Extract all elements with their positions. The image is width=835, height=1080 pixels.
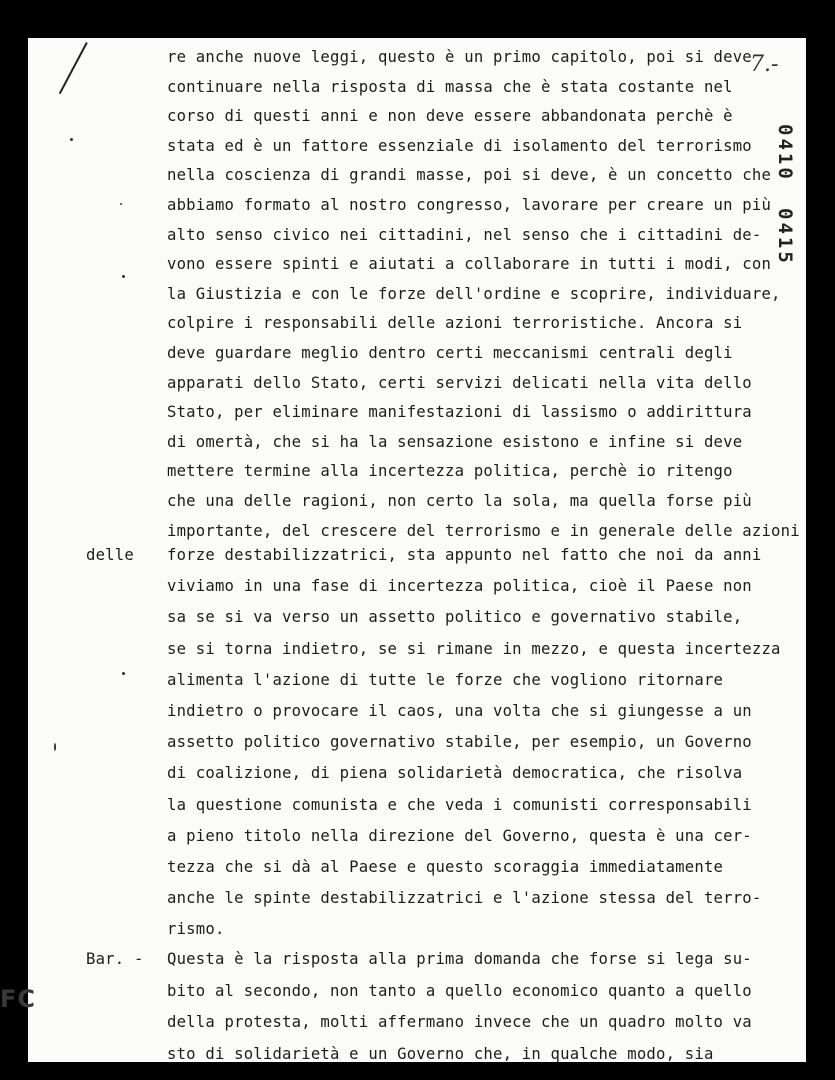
page-number: 7.-: [750, 52, 779, 77]
text-line: continuare nella risposta di massa che è stata costante nel: [167, 77, 733, 96]
text-line: anche le spinte destabilizzatrici e l'azione stessa del terro-: [167, 889, 762, 908]
text-line: bito al secondo, non tanto a quello economico quanto a quello: [167, 981, 752, 1000]
text-line: che una delle ragioni, non certo la sola, ma quella forse più: [167, 492, 752, 510]
text-line: forze destabilizzatrici, sta appunto nel fatto che noi da anni: [167, 546, 762, 564]
corner-logo: FC: [0, 985, 37, 1013]
text-line: abbiamo formato al nostro congresso, lavorare per creare un più: [167, 196, 772, 214]
text-line: indietro o provocare il caos, una volta che si giungesse a un: [167, 702, 752, 720]
text-line: di coalizione, di piena solidarietà democratica, che risolva: [167, 764, 743, 783]
text-line: se si torna indietro, se si rimane in mezzo, e questa incertezza: [167, 639, 781, 658]
margin-speck: [122, 672, 125, 675]
text-line: sto di solidarietà e un Governo che, in qualche modo, sia: [167, 1044, 714, 1062]
text-line: a pieno titolo nella direzione del Governo, questa è una cer-: [167, 826, 752, 845]
text-line: assetto politico governativo stabile, per esempio, un Governo: [167, 733, 752, 752]
text-line: apparati dello Stato, certi servizi delicati nella vita dello: [167, 373, 752, 392]
margin-speck: [54, 743, 56, 751]
text-line: deve guardare meglio dentro certi meccanismi centrali degli: [167, 344, 733, 362]
delle-margin-prefix: delle: [86, 546, 134, 564]
text-line: la questione comunista e che veda i comunisti corresponsabili: [167, 795, 752, 814]
text-line: di omertà, che si ha la sensazione esistono e infine si deve: [167, 432, 743, 451]
text-line: colpire i responsabili delle azioni terroristiche. Ancora si: [167, 314, 743, 333]
text-line: la Giustizia e con le forze dell'ordine e scoprire, individuare,: [167, 284, 781, 303]
text-line: vono essere spinti e aiutati a collaborare in tutti i modi, con: [167, 255, 772, 274]
text-line: alimenta l'azione di tutte le forze che vogliono ritornare: [167, 670, 724, 689]
text-line: Questa è la risposta alla prima domanda che forse si lega su-: [167, 950, 752, 968]
text-line: sa se si va verso un assetto politico e governativo stabile,: [167, 608, 743, 627]
text-line: stata ed è un fattore essenziale di isolamento del terrorismo: [167, 136, 752, 155]
speaker-label: Bar. -: [86, 950, 144, 968]
margin-speck: [120, 203, 122, 205]
margin-speck: [70, 138, 73, 141]
text-line: Stato, per eliminare manifestazioni di lassismo o addirittura: [167, 403, 752, 422]
handwritten-margin-stroke: [59, 42, 88, 94]
text-line: della protesta, molti affermano invece che un quadro molto va: [167, 1013, 752, 1031]
text-line: nella coscienza di grandi masse, poi si deve, è un concetto che: [167, 166, 772, 185]
archive-stamp-bottom: 0415: [774, 208, 796, 266]
text-line: tezza che si dà al Paese e questo scoraggia immediatamente: [167, 858, 724, 876]
text-line: mettere termine alla incertezza politica, perchè io ritengo: [167, 462, 733, 481]
text-line: re anche nuove leggi, questo è un primo capitolo, poi si deve: [167, 48, 752, 66]
archive-stamp-top: 0410: [774, 124, 796, 182]
document-page: [28, 38, 806, 1062]
text-line: rismo.: [167, 920, 225, 939]
margin-speck: [122, 275, 125, 278]
text-line: viviamo in una fase di incertezza politica, cioè il Paese non: [167, 577, 752, 596]
text-line: importante, del crescere del terrorismo e in generale delle azioni: [167, 521, 800, 540]
text-line: alto senso civico nei cittadini, nel senso che i cittadini de-: [167, 225, 762, 244]
text-line: corso di questi anni e non deve essere abbandonata perchè è: [167, 107, 733, 126]
